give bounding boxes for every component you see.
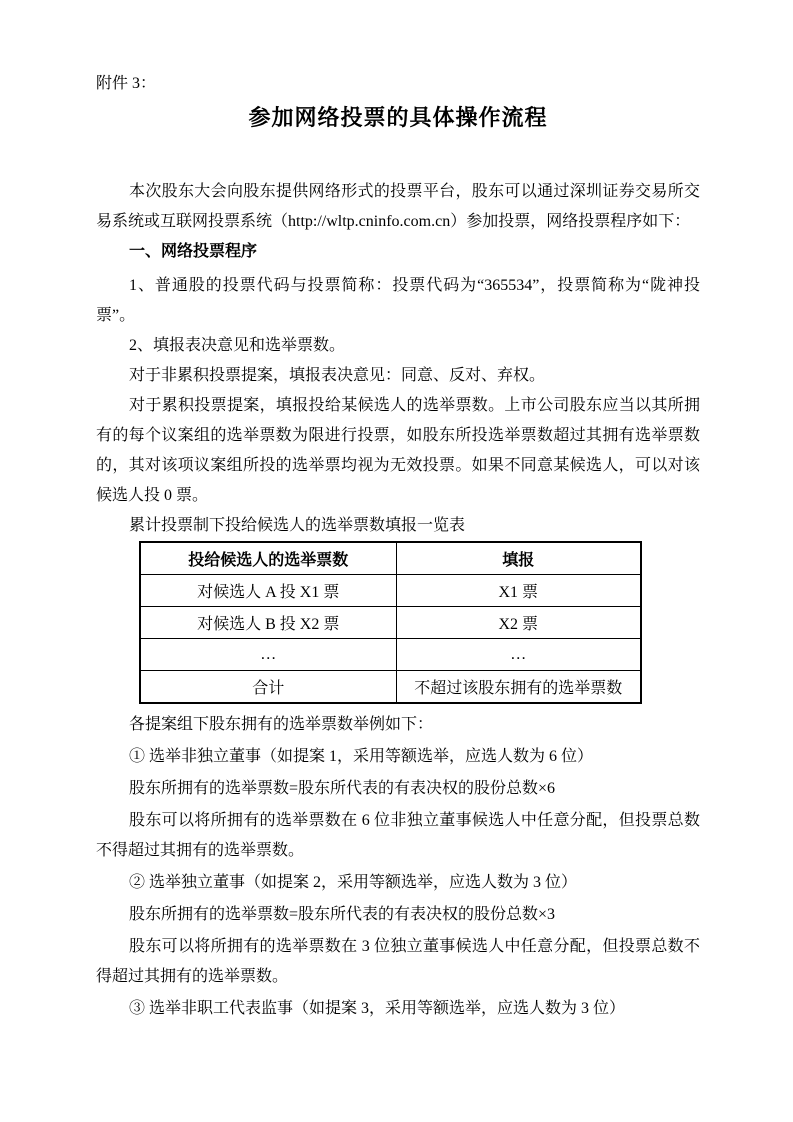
paragraph-non-cumulative: 对于非累积投票提案，填报表决意见：同意、反对、弃权。	[129, 367, 546, 384]
examples-section	[96, 710, 700, 1024]
table-row	[140, 639, 641, 671]
paragraph-example-1-rule: 股东可以将所拥有的选举票数在 6 位非独立董事候选人中任意分配，但投票总数不得超过其拥有的选举票数。	[96, 812, 700, 859]
table-header-fill-in: 填报	[396, 542, 641, 575]
paragraph-fill-opinion: 2、填报表决意见和选举票数。	[129, 337, 346, 354]
table-cell: X2 票	[396, 607, 641, 639]
paragraph-voting-code: 1、普通股的投票代码与投票简称：投票代码为“365534”，投票简称为“陇神投票”。	[96, 277, 700, 324]
paragraph-example-1-title: ① 选举非独立董事（如提案 1，采用等额选举，应选人数为 6 位）	[129, 748, 594, 765]
paragraph-example-1-formula: 股东所拥有的选举票数=股东所代表的有表决权的股份总数×6	[129, 780, 556, 797]
paragraph-examples-intro: 各提案组下股东拥有的选举票数举例如下：	[129, 716, 434, 733]
table-cell: 对候选人 B 投 X2 票	[140, 607, 396, 639]
table-cell: …	[140, 639, 396, 671]
table-caption: 累计投票制下投给候选人的选举票数填报一览表	[129, 517, 466, 534]
section-heading-network-voting-procedure: 一、网络投票程序	[129, 243, 258, 260]
table-header-row	[140, 542, 641, 575]
table-cell: 不超过该股东拥有的选举票数	[396, 671, 641, 704]
table-row	[140, 607, 641, 639]
paragraph-example-2-formula: 股东所拥有的选举票数=股东所代表的有表决权的股份总数×3	[129, 906, 556, 923]
table-header-votes-for-candidate: 投给候选人的选举票数	[140, 542, 396, 575]
table-row	[140, 575, 641, 607]
intro-paragraph: 本次股东大会向股东提供网络形式的投票平台，股东可以通过深圳证券交易所交易系统或互联网投票系统（http://wltp.cninfo.com.cn）参加投票，网络投票程序如下：	[96, 183, 700, 230]
paragraph-cumulative: 对于累积投票提案，填报投给某候选人的选举票数。上市公司股东应当以其所拥有的每个议案组的选举票数为限进行投票，如股东所投选举票数超过其拥有选举票数的，其对该项议案组所投的选举票均视为无效投票。如果不同意某候选人，可以对该候选人投 0 票。	[96, 397, 700, 504]
attachment-label: 附件 3：	[96, 75, 157, 92]
paragraph-example-2-rule: 股东可以将所拥有的选举票数在 3 位独立董事候选人中任意分配，但投票总数不得超过其拥有的选举票数。	[96, 938, 700, 985]
table-cell: 合计	[140, 671, 396, 704]
table-row	[140, 671, 641, 704]
document-title: 参加网络投票的具体操作流程	[248, 105, 548, 130]
vote-count-table	[139, 541, 642, 704]
table-cell: …	[396, 639, 641, 671]
paragraph-example-2-title: ② 选举独立董事（如提案 2，采用等额选举，应选人数为 3 位）	[129, 874, 578, 891]
table-cell: 对候选人 A 投 X1 票	[140, 575, 396, 607]
table-cell: X1 票	[396, 575, 641, 607]
paragraph-example-3-title: ③ 选举非职工代表监事（如提案 3，采用等额选举，应选人数为 3 位）	[129, 1000, 626, 1017]
